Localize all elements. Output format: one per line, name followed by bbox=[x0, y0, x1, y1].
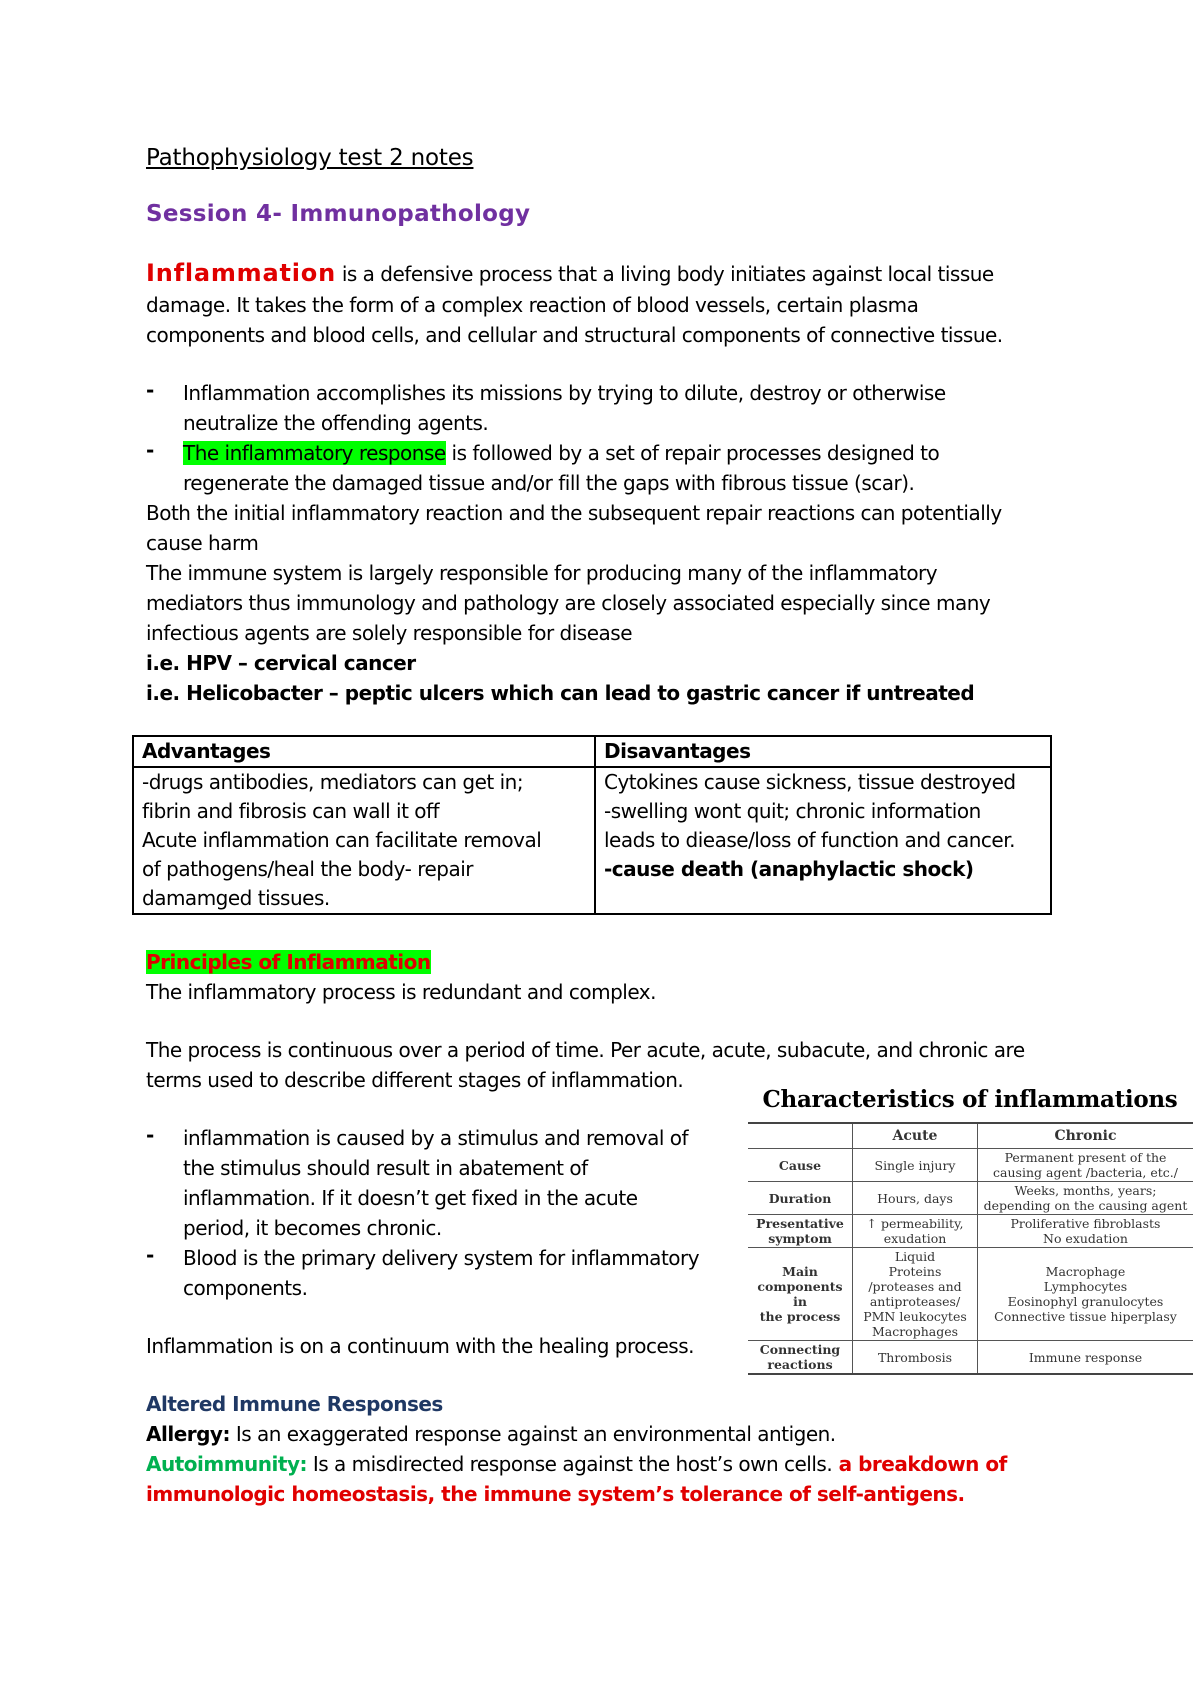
cell-line: Connecting bbox=[759, 1342, 841, 1357]
header-blank bbox=[748, 1123, 853, 1149]
allergy-text: Is an exaggerated response against an environmental antigen. bbox=[229, 1422, 836, 1446]
cell-line: Liquid bbox=[894, 1249, 936, 1264]
cell-line: Lymphocytes bbox=[1043, 1279, 1128, 1294]
intro-text: is a defensive process that a living body initiates against local tissue bbox=[335, 262, 994, 286]
harm-paragraph-line1: Both the initial inflammatory reaction and the subsequent repair reactions can potentially bbox=[146, 501, 1002, 525]
table-header-row bbox=[133, 736, 1051, 767]
highlighted-phrase: The inflammatory response bbox=[183, 441, 446, 465]
autoimmunity-red-line2: immunologic homeostasis, the immune system’s tolerance of self-antigens. bbox=[146, 1482, 965, 1506]
intro-paragraph-line3: components and blood cells, and cellular and structural components of connective tissue. bbox=[146, 323, 1003, 347]
bullet-dash: - bbox=[146, 1123, 155, 1147]
document-title: Pathophysiology test 2 notes bbox=[146, 145, 474, 171]
bullet-1-line2: neutralize the offending agents. bbox=[183, 411, 489, 435]
session-heading: Session 4- Immunopathology bbox=[146, 201, 531, 227]
table-header-row bbox=[748, 1123, 1193, 1149]
bullet-4-line1: Blood is the primary delivery system for inflammatory bbox=[183, 1246, 700, 1270]
inflammation-term: Inflammation bbox=[146, 259, 336, 287]
continuum-line: Inflammation is on a continuum with the healing process. bbox=[146, 1334, 694, 1358]
bullet-3-line4: period, it becomes chronic. bbox=[183, 1216, 442, 1240]
chronic-cell bbox=[978, 1341, 1194, 1375]
bullet-dash: - bbox=[146, 378, 155, 402]
example-helicobacter: i.e. Helicobacter – peptic ulcers which can lead to gastric cancer if untreated bbox=[146, 681, 975, 705]
chronic-cell bbox=[978, 1215, 1194, 1248]
chronic-cell bbox=[978, 1182, 1194, 1215]
header-advantages: Advantages bbox=[133, 736, 595, 767]
cell-line: antiproteases/ bbox=[869, 1294, 961, 1309]
bullet-2-line1 bbox=[183, 438, 939, 468]
bullet-4-line2: components. bbox=[183, 1276, 308, 1300]
bullet-2-line2: regenerate the damaged tissue and/or fill the gaps with fibrous tissue (scar). bbox=[183, 471, 915, 495]
acute-cell bbox=[853, 1341, 978, 1375]
table-row bbox=[748, 1149, 1193, 1182]
table-row bbox=[748, 1182, 1193, 1215]
list-item: Cytokines cause sickness, tissue destroyed bbox=[604, 770, 1016, 794]
principles-line3: terms used to describe different stages of inflammation. bbox=[146, 1068, 684, 1092]
figure-title: Characteristics of inflammations bbox=[762, 1086, 1178, 1113]
allergy-line bbox=[146, 1419, 836, 1449]
principles-line2: The process is continuous over a period of time. Per acute, acute, subacute, and chronic are bbox=[146, 1038, 1025, 1062]
characteristics-figure bbox=[740, 1080, 1200, 1410]
list-item: -swelling wont quit; chronic information bbox=[604, 799, 981, 823]
row-label bbox=[748, 1182, 853, 1215]
cell-line: depending on the causing agent bbox=[983, 1198, 1188, 1213]
immune-paragraph-line3: infectious agents are solely responsible for disease bbox=[146, 621, 633, 645]
list-item: -drugs antibodies, mediators can get in; bbox=[142, 770, 524, 794]
chronic-cell bbox=[978, 1149, 1194, 1182]
cell-line: components in bbox=[757, 1279, 843, 1309]
acute-cell bbox=[853, 1149, 978, 1182]
principles-line1: The inflammatory process is redundant and complex. bbox=[146, 980, 656, 1004]
table-row bbox=[748, 1248, 1193, 1341]
altered-heading: Altered Immune Responses bbox=[146, 1392, 443, 1416]
cell-line: Permanent present of the bbox=[1004, 1150, 1167, 1165]
disadvantages-cell bbox=[595, 767, 1051, 914]
intro-paragraph-line2: damage. It takes the form of a complex reaction of blood vessels, certain plasma bbox=[146, 293, 919, 317]
list-item: fibrin and fibrosis can wall it off bbox=[142, 799, 440, 823]
cell-line: Hours, days bbox=[877, 1190, 953, 1206]
table-row bbox=[133, 767, 1051, 914]
cell-line: /proteases and bbox=[868, 1279, 962, 1294]
bullet-3-line3: inflammation. If it doesn’t get fixed in the acute bbox=[183, 1186, 638, 1210]
advantages-table bbox=[132, 735, 1052, 915]
bullet-3-line2: the stimulus should result in abatement of bbox=[183, 1156, 588, 1180]
autoimmunity-line bbox=[146, 1449, 1007, 1479]
cell-line: Weeks, months, years; bbox=[1014, 1183, 1157, 1198]
cell-line: Thrombosis bbox=[877, 1349, 953, 1365]
principles-heading-text: Principles of Inflammation bbox=[146, 950, 431, 974]
cell-line: Single injury bbox=[874, 1157, 956, 1173]
autoimmunity-text: Is a misdirected response against the host’s own cells. bbox=[306, 1452, 833, 1476]
row-label bbox=[748, 1248, 853, 1341]
cell-line: Duration bbox=[768, 1190, 832, 1206]
bullet-1-line1: Inflammation accomplishes its missions by trying to dilute, destroy or otherwise bbox=[183, 381, 946, 405]
bullet-dash: - bbox=[146, 1243, 155, 1267]
bullet-3-line1: inflammation is caused by a stimulus and removal of bbox=[183, 1126, 689, 1150]
chronic-cell bbox=[978, 1248, 1194, 1341]
autoimmunity-label: Autoimmunity: bbox=[146, 1452, 307, 1476]
immune-paragraph-line1: The immune system is largely responsible for producing many of the inflammatory bbox=[146, 561, 938, 585]
cell-line: ↑ permeability, bbox=[866, 1216, 964, 1231]
cell-line: Connective tissue hiperplasy bbox=[994, 1309, 1177, 1324]
characteristics-table bbox=[748, 1122, 1193, 1375]
principles-heading bbox=[146, 947, 431, 977]
cell-line: Main bbox=[782, 1264, 818, 1279]
immune-paragraph-line2: mediators thus immunology and pathology are closely associated especially since many bbox=[146, 591, 991, 615]
header-chronic: Chronic bbox=[978, 1123, 1194, 1149]
cell-line: Cause bbox=[778, 1157, 822, 1173]
list-item: damamged tissues. bbox=[142, 886, 330, 910]
row-label bbox=[748, 1149, 853, 1182]
cell-line: the process bbox=[759, 1309, 841, 1324]
list-item: of pathogens/heal the body- repair bbox=[142, 857, 474, 881]
list-item: Acute inflammation can facilitate removal bbox=[142, 828, 542, 852]
cell-line: Presentative bbox=[756, 1216, 844, 1231]
list-item: leads to diease/loss of function and cancer. bbox=[604, 828, 1015, 852]
list-item: -cause death (anaphylactic shock) bbox=[604, 857, 974, 881]
cell-line: reactions bbox=[767, 1357, 833, 1372]
cell-line: Proliferative fibroblasts bbox=[1010, 1216, 1161, 1231]
header-disadvantages: Disavantages bbox=[595, 736, 1051, 767]
cell-line: Macrophage bbox=[1045, 1264, 1126, 1279]
cell-line: causing agent /bacteria, etc./ bbox=[993, 1165, 1178, 1180]
harm-paragraph-line2: cause harm bbox=[146, 531, 259, 555]
cell-line: Macrophages bbox=[871, 1324, 959, 1339]
row-label bbox=[748, 1215, 853, 1248]
autoimmunity-red-text: a breakdown of bbox=[832, 1452, 1007, 1476]
acute-cell bbox=[853, 1215, 978, 1248]
row-label bbox=[748, 1341, 853, 1375]
cell-line: Immune response bbox=[1028, 1349, 1143, 1365]
cell-line: symptom bbox=[768, 1231, 832, 1246]
cell-line: PMN leukocytes bbox=[863, 1309, 967, 1324]
bullet-dash: - bbox=[146, 438, 155, 462]
cell-line: Eosinophyl granulocytes bbox=[1007, 1294, 1164, 1309]
header-acute: Acute bbox=[853, 1123, 978, 1149]
intro-paragraph-line1 bbox=[146, 258, 994, 289]
allergy-label: Allergy: bbox=[146, 1422, 230, 1446]
advantages-cell bbox=[133, 767, 595, 914]
example-hpv: i.e. HPV – cervical cancer bbox=[146, 651, 416, 675]
cell-line: exudation bbox=[883, 1231, 947, 1246]
acute-cell bbox=[853, 1182, 978, 1215]
bullet-2-text: is followed by a set of repair processes designed to bbox=[445, 441, 940, 465]
table-row bbox=[748, 1215, 1193, 1248]
table-row bbox=[748, 1341, 1193, 1375]
acute-cell bbox=[853, 1248, 978, 1341]
cell-line: Proteins bbox=[888, 1264, 942, 1279]
cell-line: No exudation bbox=[1043, 1231, 1128, 1246]
